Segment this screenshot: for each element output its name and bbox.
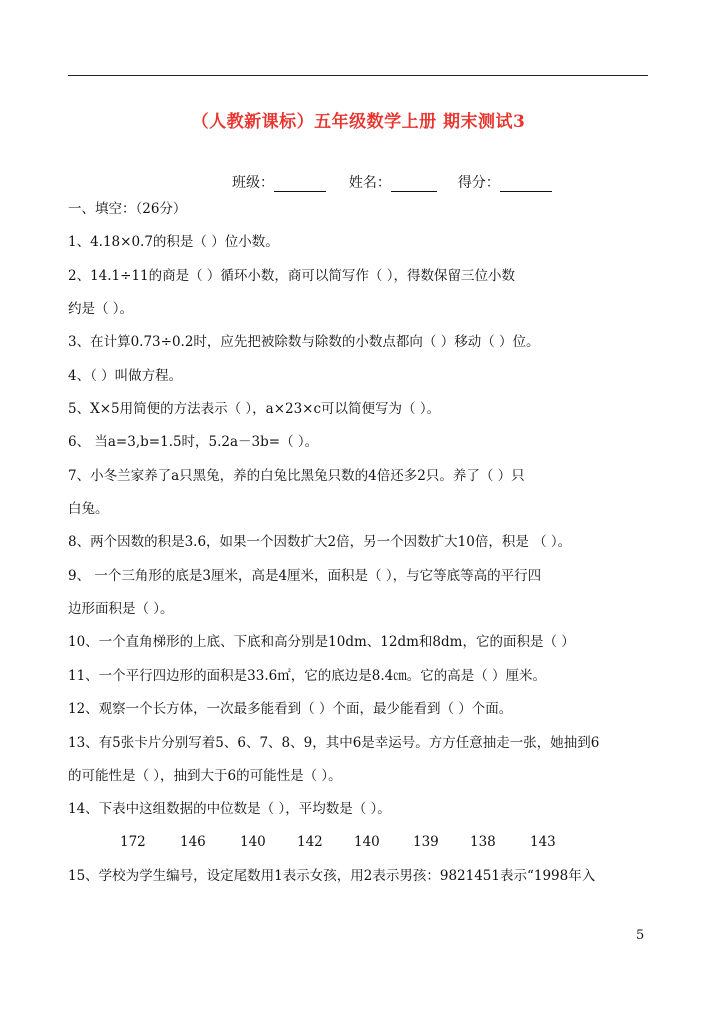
score-label: 得分： [457, 175, 500, 191]
class-blank[interactable] [274, 175, 326, 192]
student-info-fields [232, 172, 552, 192]
question-line: 的可能性是（ ），抽到大于6的可能性是（ ）。 [68, 768, 342, 784]
question-line: 1、4.18×0.7的积是（ ）位小数。 [68, 234, 279, 250]
question-line: 白兔。 [68, 501, 109, 517]
question-line: 9、 一个三角形的底是3厘米，高是4厘米，面积是（ ），与它等底等高的平行四 [68, 568, 542, 584]
data-value: 140 [240, 834, 266, 850]
name-label: 姓名： [348, 175, 391, 191]
question-line: 15、学校为学生编号，设定尾数用1表示女孩，用2表示男孩：9821451表示“1998年入 [68, 868, 596, 884]
data-value: 146 [180, 834, 206, 850]
data-value: 139 [413, 834, 439, 850]
class-label: 班级： [232, 175, 274, 191]
question-line: 13、有5张卡片分别写着5、6、7、8、9，其中6是幸运号。方方任意抽走一张，她抽到6 [68, 735, 600, 751]
question-line: 10、一个直角梯形的上底、下底和高分别是10dm、12dm和8dm，它的面积是（ ） [68, 634, 575, 650]
score-blank[interactable] [500, 175, 552, 192]
question-line: 2、14.1÷11的商是（ ）循环小数，商可以简写作（ ），得数保留三位小数 [68, 268, 515, 284]
section-heading: 一、填空：（26分） [68, 201, 187, 217]
data-value: 172 [120, 834, 146, 850]
header-rule [68, 75, 648, 76]
data-value: 143 [530, 834, 556, 850]
question-line: 12、观察一个长方体，一次最多能看到（ ）个面，最少能看到（ ）个面。 [68, 701, 513, 717]
page-number: 5 [636, 928, 645, 943]
question-line: 11、一个平行四边形的面积是33.6㎡，它的底边是8.4㎝。它的高是（ ）厘米。 [68, 668, 546, 684]
question-line: 边形面积是（ ）。 [68, 601, 174, 617]
question-line: 6、 当a=3,b=1.5时，5.2a－3b=（ ）。 [68, 434, 319, 450]
data-value: 142 [297, 834, 323, 850]
question-line: 8、两个因数的积是3.6，如果一个因数扩大2倍，另一个因数扩大10倍，积是 （ ）。 [68, 534, 572, 550]
question-line: 7、小冬兰家养了a只黑兔，养的白兔比黑兔只数的4倍还多2只。养了（ ）只 [68, 468, 525, 484]
question-line: 5、X×5用简便的方法表示（ ），a×23×c可以简便写为（ ）。 [68, 401, 441, 417]
question-line: 约是（ ）。 [68, 301, 134, 317]
name-blank[interactable] [391, 175, 437, 192]
data-value: 138 [470, 834, 496, 850]
question-line: 4、（ ）叫做方程。 [68, 368, 183, 384]
question-line: 14、下表中这组数据的中位数是（ ），平均数是（ ）。 [68, 801, 391, 817]
question-line: 3、在计算0.73÷0.2时，应先把被除数与除数的小数点都向（ ）移动（ ）位。 [68, 334, 540, 350]
page-title: （人教新课标）五年级数学上册 期末测试3 [191, 112, 526, 132]
data-value: 140 [354, 834, 380, 850]
